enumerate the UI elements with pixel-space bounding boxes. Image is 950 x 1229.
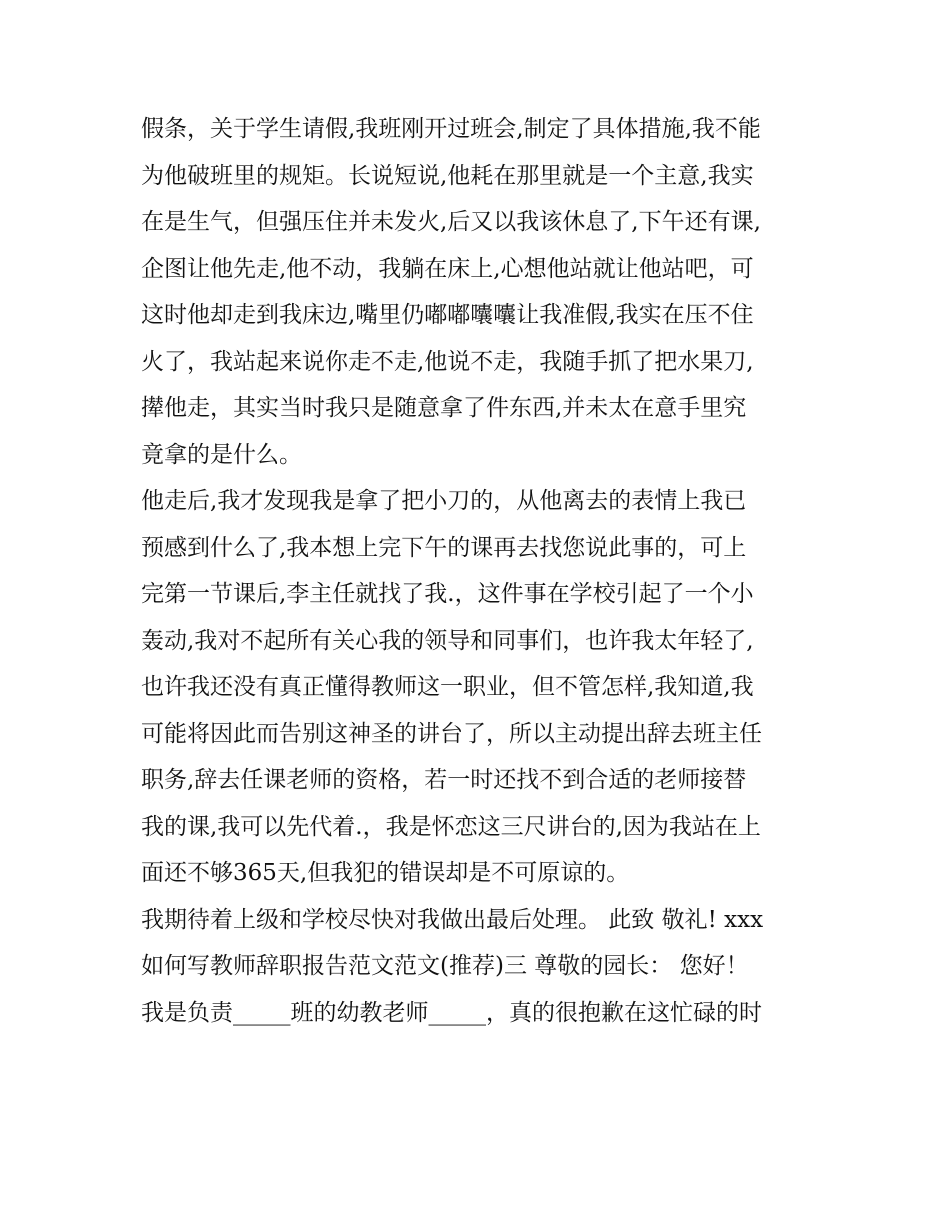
text-line: 在是生气，但强压住并未发火,后又以我该休息了,下午还有课,: [141, 209, 761, 235]
text-line: 如何写教师辞职报告范文范文(推荐)三 尊敬的园长： 您好！: [141, 953, 749, 979]
text-line: 职务,辞去任课老师的资格，若一时还找不到合适的老师接替: [141, 767, 747, 793]
text-line: 撵他走，其实当时我只是随意拿了件东西,并未太在意手里究: [141, 395, 747, 421]
text-line: 可能将因此而告别这神圣的讲台了，所以主动提出辞去班主任: [141, 720, 762, 747]
text-line: 我的课,我可以先代着.，我是怀恋这三尺讲台的,因为我站在上: [141, 813, 761, 840]
text-line: 轰动,我对不起所有关心我的领导和同事们，也许我太年轻了,: [141, 627, 754, 654]
document-body: [141, 106, 821, 1036]
text-line: 为他破班里的规矩。长说短说,他耗在那里就是一个主意,我实: [141, 162, 754, 189]
text-line: 完第一节课后,李主任就找了我.，这件事在学校引起了一个小: [141, 581, 754, 607]
text-line: 企图让他先走,他不动，我躺在床上,心想他站就让他站吧，可: [141, 255, 754, 282]
text-line: 这时他却走到我床边,嘴里仍嘟嘟囔囔让我准假,我实在压不住: [141, 302, 754, 328]
text-line: 面还不够365天,但我犯的错误却是不可原谅的。: [141, 860, 630, 886]
text-line: 假条，关于学生请假,我班刚开过班会,制定了具体措施,我不能: [141, 116, 761, 142]
text-line: 火了，我站起来说你走不走,他说不走，我随手抓了把水果刀,: [141, 348, 754, 375]
text-line: 我期待着上级和学校尽快对我做出最后处理。 此致 敬礼! xxx: [141, 906, 764, 933]
text-line: 预感到什么了,我本想上完下午的课再去找您说此事的，可上: [141, 534, 747, 561]
text-line: 竟拿的是什么。: [141, 441, 302, 468]
text-line: 他走后,我才发现我是拿了把小刀的，从他离去的表情上我已: [141, 488, 747, 514]
text-line: 也许我还没有真正懂得教师这一职业，但不管怎样,我知道,我: [141, 674, 754, 700]
text-line: 我是负责_____班的幼教老师_____，真的很抱歉在这忙碌的时: [141, 999, 762, 1026]
